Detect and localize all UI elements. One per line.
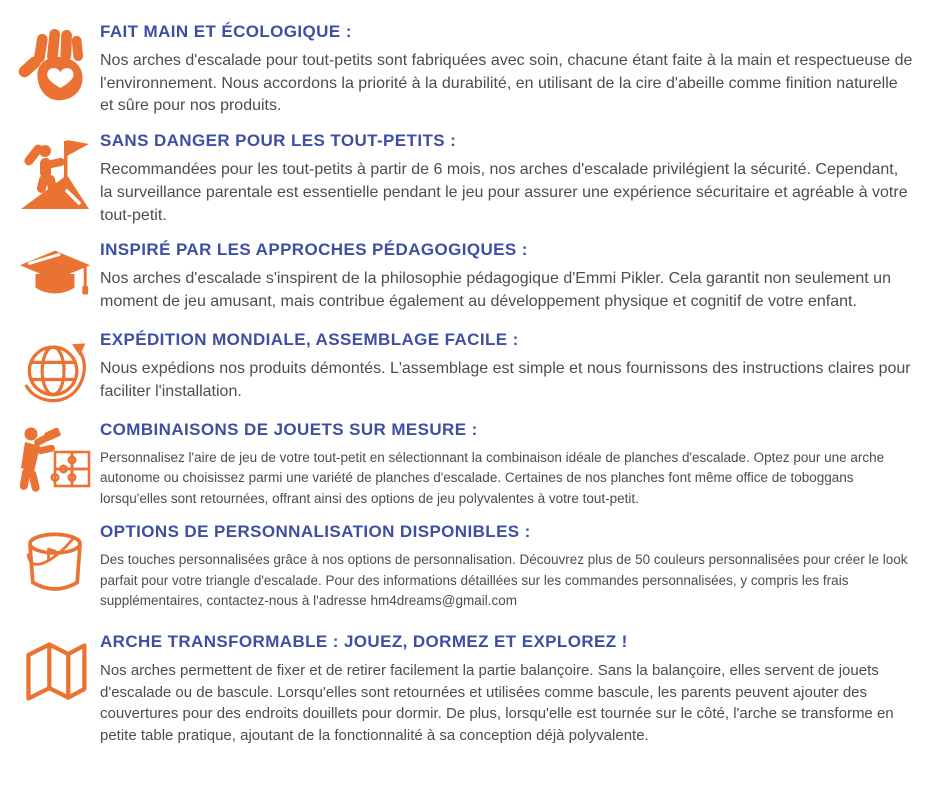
- feature-heading: ARCHE TRANSFORMABLE : JOUEZ, DORMEZ ET EXPLOREZ !: [100, 631, 628, 651]
- feature-body: Personnalisez l'aire de jeu de votre tout-petit en sélectionnant la combinaison idéale de planches d'escalade. Optez pour une arche autonome ou choisissez parmi une variété de planches d'escalade. Certaines de nos planches font même office de toboggans lorsqu'elles sont retournées, offrant ainsi des options de jeu polyvalentes à votre tout-petit.: [100, 449, 885, 506]
- feature-body: Recommandées pour les tout-petits à partir de 6 mois, nos arches d'escalade privilégient la sécurité. Cependant, la surveillance parentale est essentielle pendant le jeu pour assurer une expérience sécuritaire et agréable à votre tout-petit.: [100, 161, 908, 224]
- paint-bucket-icon: [10, 522, 100, 602]
- feature-body: Nos arches permettent de fixer et de retirer facilement la partie balançoire. Sans la balançoire, elles servent de jouets d'escalade ou de bascule. Lorsqu'elles sont retournées et utilisées comme bascule, les parents peuvent ajouter des couvertures pour des endroits douillets pour dormir. De plus, lorsqu'elle est tournée sur le côté, l'arche se transforme en petite table pratique, ajoutant de la fonctionnalité à sa conception déjà polyvalente.: [100, 661, 894, 745]
- feature-heading: SANS DANGER POUR LES TOUT-PETITS :: [100, 131, 457, 151]
- mountain-climber-flag-icon: [10, 131, 100, 219]
- feature-content: [100, 522, 914, 612]
- feature-section-transformable: [10, 632, 914, 747]
- feature-heading: COMBINAISONS DE JOUETS SUR MESURE :: [100, 419, 478, 439]
- feature-content: [100, 420, 914, 510]
- feature-section-safety: [10, 131, 914, 227]
- feature-content: [100, 240, 914, 313]
- feature-body: Des touches personnalisées grâce à nos options de personnalisation. Découvrez plus de 50 couleurs personnalisées pour créer le look parfait pour votre triangle d'escalade. Pour des informations détaillées sur les commandes personnalisées, y compris les frais supplémentaires, contactez-nous à l'adresse hm4dreams@gmail.com: [100, 552, 908, 609]
- feature-content: [100, 131, 914, 227]
- globe-shipping-icon: [10, 327, 100, 407]
- feature-heading: OPTIONS DE PERSONNALISATION DISPONIBLES :: [100, 522, 531, 542]
- feature-section-handmade: [10, 22, 914, 118]
- puzzle-assembly-icon: [10, 420, 100, 508]
- feature-heading: FAIT MAIN ET ÉCOLOGIQUE :: [100, 22, 352, 41]
- feature-section-pedagogy: [10, 240, 914, 313]
- handprint-heart-icon: [10, 22, 100, 104]
- folded-map-icon: [10, 632, 100, 708]
- feature-content: [100, 632, 914, 747]
- feature-body: Nous expédions nos produits démontés. L'assemblage est simple et nous fournissons des instructions claires pour faciliter l'installation.: [100, 360, 911, 400]
- feature-section-custom-combos: [10, 420, 914, 510]
- feature-heading: EXPÉDITION MONDIALE, ASSEMBLAGE FACILE :: [100, 330, 519, 350]
- feature-heading: INSPIRÉ PAR LES APPROCHES PÉDAGOGIQUES :: [100, 240, 528, 260]
- feature-section-personalization: [10, 522, 914, 612]
- graduation-cap-icon: [10, 240, 100, 308]
- feature-body: Nos arches d'escalade s'inspirent de la philosophie pédagogique d'Emmi Pikler. Cela garantit non seulement un moment de jeu amusant, mais contribue également au développement physique et cognitif de votre enfant.: [100, 270, 891, 311]
- feature-body: Nos arches d'escalade pour tout-petits sont fabriquées avec soin, chacune étant faite à la main et respectueuse de l'environnement. Nous accordons la priorité à la durabilité, en utilisant de la cire d'abeille comme finition naturelle et sûre pour nos produits.: [100, 52, 913, 115]
- feature-section-shipping: [10, 327, 914, 407]
- feature-content: [100, 330, 914, 403]
- feature-content: [100, 22, 914, 118]
